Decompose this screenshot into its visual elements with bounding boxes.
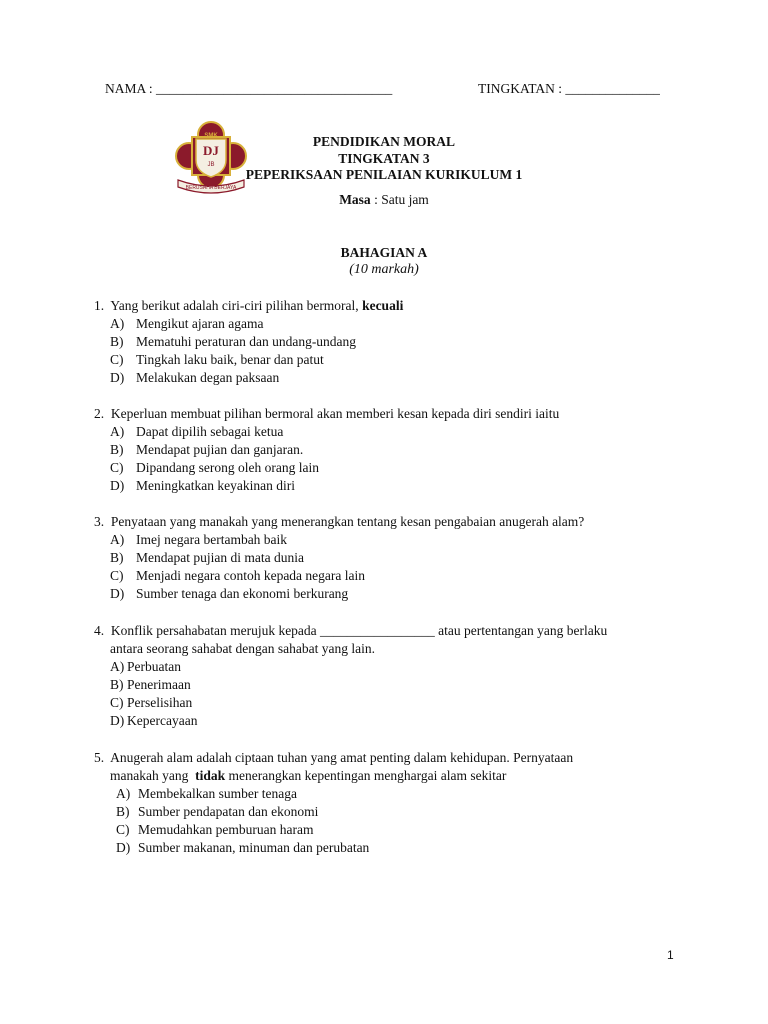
option-a: A) Membekalkan sumber tenaga bbox=[116, 786, 297, 801]
crest-sub-text: JB bbox=[207, 162, 215, 168]
question-emphasis: kecuali bbox=[362, 298, 404, 313]
option-b: B) Sumber pendapatan dan ekonomi bbox=[116, 804, 319, 819]
option-a: A) Dapat dipilih sebagai ketua bbox=[110, 424, 284, 439]
exam-title: PEPERIKSAAN PENILAIAN KURIKULUM 1 bbox=[245, 167, 523, 182]
question-text-continued: antara seorang sahabat dengan sahabat yang lain. bbox=[110, 641, 376, 656]
option-c: C) Menjadi negara contoh kepada negara lain bbox=[110, 568, 366, 583]
option-d: D) Kepercayaan bbox=[110, 713, 198, 728]
question-text: Konflik persahabatan merujuk kepada _________________ atau pertentangan yang berlaku bbox=[110, 623, 608, 638]
question-text: Keperluan membuat pilihan bermoral akan memberi kesan kepada diri sendiri iaitu bbox=[110, 406, 560, 421]
option-d: D) Melakukan degan paksaan bbox=[110, 370, 280, 385]
subject-title: PENDIDIKAN MORAL bbox=[312, 134, 456, 149]
option-a: A) Mengikut ajaran agama bbox=[110, 316, 264, 331]
form-level: TINGKATAN 3 bbox=[338, 151, 430, 166]
option-b: B) Mendapat pujian di mata dunia bbox=[110, 550, 304, 565]
tingkatan-field-label: TINGKATAN : ______________ bbox=[478, 81, 660, 96]
question-text-continued: manakah yang tidak menerangkan kepentingan menghargai alam sekitar bbox=[110, 768, 507, 783]
option-b: B) Mematuhi peraturan dan undang-undang bbox=[110, 334, 357, 349]
question-number: 2. bbox=[94, 406, 105, 421]
option-c: C) Tingkah laku baik, benar dan patut bbox=[110, 352, 324, 367]
option-a: A) Imej negara bertambah baik bbox=[110, 532, 288, 547]
option-c: C) Dipandang serong oleh orang lain bbox=[110, 460, 319, 475]
name-field-label: NAMA : ___________________________________ bbox=[105, 81, 393, 96]
question-text: Penyataan yang manakah yang menerangkan tentang kesan pengabaian anugerah alam? bbox=[110, 514, 585, 529]
question-text: Anugerah alam adalah ciptaan tuhan yang amat penting dalam kehidupan. Pernyataan bbox=[110, 750, 574, 765]
option-a: A) Perbuatan bbox=[110, 659, 181, 674]
question-number: 3. bbox=[94, 514, 105, 529]
question-text: Yang berikut adalah ciri-ciri pilihan bermoral, bbox=[110, 298, 363, 313]
question-number: 1. bbox=[94, 298, 105, 313]
option-b: B) Mendapat pujian dan ganjaran. bbox=[110, 442, 304, 457]
section-title: BAHAGIAN A bbox=[340, 245, 428, 260]
option-c: C) Perselisihan bbox=[110, 695, 193, 710]
question-number: 5. bbox=[94, 750, 105, 765]
option-d: D) Sumber makanan, minuman dan perubatan bbox=[116, 840, 370, 855]
section-marks: (10 markah) bbox=[349, 262, 419, 277]
option-c: C) Memudahkan pemburuan haram bbox=[116, 822, 314, 837]
duration-label: Masa bbox=[339, 192, 371, 207]
option-d: D) Meningkatkan keyakinan diri bbox=[110, 478, 295, 493]
option-b: B) Penerimaan bbox=[110, 677, 191, 692]
duration-value: : Satu jam bbox=[370, 192, 429, 207]
question-emphasis: tidak bbox=[195, 768, 226, 783]
crest-initials: DJ bbox=[203, 143, 219, 158]
option-d: D) Sumber tenaga dan ekonomi berkurang bbox=[110, 586, 349, 601]
crest-top-text: SMK bbox=[204, 133, 218, 139]
duration-line bbox=[0, 192, 768, 208]
page-number: 1 bbox=[667, 948, 674, 962]
question-number: 4. bbox=[94, 623, 105, 638]
crest-ribbon-text: BERUSAHA BERJAYA bbox=[185, 185, 237, 191]
